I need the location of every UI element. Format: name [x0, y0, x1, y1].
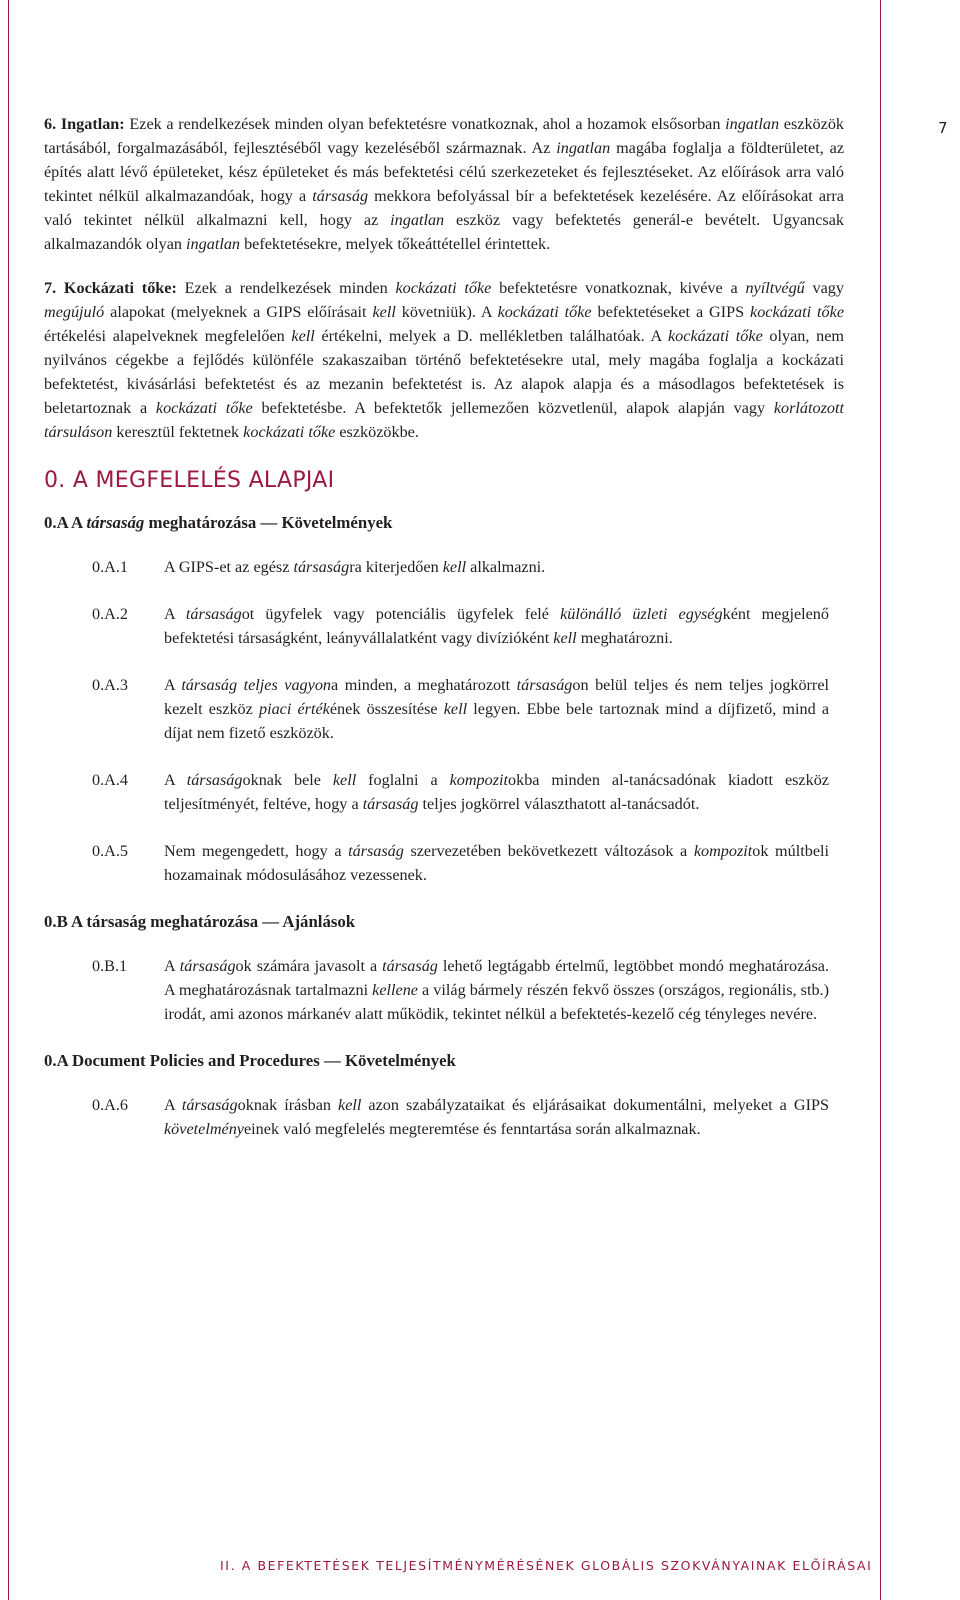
requirement-text	[164, 602, 829, 650]
text-run: Nem megengedett, hogy a	[164, 842, 349, 860]
running-footer: II. A BEFEKTETÉSEK TELJESÍTMÉNYMÉRÉSÉNEK GLOBÁLIS SZOKVÁNYAINAK ELŐÍRÁSAI	[220, 1558, 873, 1573]
text-run: alapokat (melyeknek a GIPS előírásait	[104, 303, 373, 321]
requirement-0a6	[44, 1093, 844, 1141]
italic-term: kockázati tőke	[667, 327, 763, 345]
italic-term: nyíltvégű	[745, 279, 805, 297]
page-number: 7	[938, 119, 948, 137]
italic-term: kell	[338, 1096, 362, 1114]
italic-term: különálló üzleti egység	[560, 605, 723, 623]
italic-term: társaság	[186, 771, 243, 789]
subsection-heading-document-policies: 0.A Document Policies and Procedures — Követelmények	[44, 1051, 456, 1070]
text-run: A	[164, 1096, 182, 1114]
text-run: 0.A A	[44, 513, 87, 532]
paragraph-number: 6.	[44, 115, 57, 133]
text-run: mekkora befolyással bír a befektetések kezelésére. Az előírásokat arra való tekintet nélkül alkalmazni kell, hogy az	[44, 187, 844, 229]
italic-term: kockázati tőke	[155, 399, 253, 417]
requirement-0a2	[44, 602, 844, 650]
text-run: Ezek a rendelkezések minden olyan befektetésre vonatkoznak, ahol a hozamok elsősorban	[124, 115, 726, 133]
text-run: A GIPS-et az egész	[164, 558, 294, 576]
text-run: szervezetében bekövetkezett változások a	[403, 842, 694, 860]
text-run: vagy	[804, 279, 844, 297]
text-run: A	[164, 957, 180, 975]
italic-term: ingatlan	[725, 115, 780, 133]
text-run: lehető legtágabb értelmű, legtöbbet mondó meghatározása. A meghatározásnak tartalmazni	[164, 957, 829, 999]
subsection-heading-0b: 0.B A társaság meghatározása — Ajánlások	[44, 912, 356, 931]
italic-term: kockázati tőke	[243, 423, 336, 441]
left-margin-rule	[8, 0, 9, 1600]
italic-term: ingatlan	[556, 139, 611, 157]
text-run: oknak bele	[242, 771, 333, 789]
italic-term: ingatlan	[390, 211, 445, 229]
text-run: eszköz vagy befektetés generál-e bevételt. Ugyancsak alkalmazandók olyan	[44, 211, 844, 253]
text-run: eszközök tartásából, forgalmazásából, fejlesztéséből vagy kezeléséből származnak. Az	[44, 115, 845, 157]
text-run: befektetésre vonatkoznak, kivéve a	[491, 279, 746, 297]
text-run: okba minden al-tanácsadónak kiadott eszköz teljesítményét, feltéve, hogy a	[164, 771, 829, 813]
requirement-0a1	[44, 555, 844, 579]
italic-term: kell	[372, 303, 396, 321]
requirement-text	[164, 768, 829, 816]
text-run: azon szabályzataikat és eljárásaikat dokumentálni, melyeket a GIPS	[361, 1096, 829, 1114]
italic-term: kockázati tőke	[497, 303, 592, 321]
text-run: ra kiterjedően	[349, 558, 443, 576]
italic-term: korlátozott társuláson	[44, 399, 845, 441]
text-run: értékelni, melyek a D. mellékletben találhatóak. A	[314, 327, 668, 345]
italic-term: kellene	[372, 981, 418, 999]
text-run: alkalmazni.	[466, 558, 546, 576]
text-run: ot ügyfelek vagy potenciális ügyfelek felé	[241, 605, 561, 623]
text-run: ok múltbeli hozamainak módosulásához vezessenek.	[164, 842, 829, 884]
term-heading: Ingatlan:	[60, 115, 125, 133]
text-run: A	[164, 771, 187, 789]
italic-term: társaság	[179, 957, 236, 975]
requirement-number: 0.B.1	[92, 957, 128, 975]
italic-term: követelmény	[164, 1120, 244, 1138]
italic-term: társaság teljes vagyon	[181, 676, 332, 694]
italic-term: kockázati tőke	[750, 303, 845, 321]
requirement-text	[164, 673, 829, 745]
text-run: a világ bármely részén fekvő összes (országos, regionális, stb.) irodát, ami azonos márkanév alatt működik, tekintet nélkül a befektetés-kezelő cég tényleges nevére.	[164, 981, 829, 1023]
italic-term: megújuló	[44, 303, 105, 321]
italic-term: kell	[291, 327, 315, 345]
text-run: befektetésbe. A befektetők jellemezően közvetlenül, alapok alapján vagy	[252, 399, 774, 417]
requirement-0a5	[44, 839, 844, 887]
requirement-text	[164, 1093, 829, 1141]
text-run: követniük). A	[395, 303, 498, 321]
text-run: befektetéseket a GIPS	[591, 303, 751, 321]
text-run: eszközökbe.	[335, 423, 419, 441]
paragraph-6-ingatlan	[44, 112, 844, 256]
requirement-number: 0.A.2	[92, 605, 128, 623]
requirement-number: 0.A.4	[92, 771, 128, 789]
paragraph-7-kockazati-toke	[44, 276, 844, 444]
subsection-heading-0a	[44, 511, 844, 535]
text-run: magába foglalja a földterületet, az építés alatt lévő épületeket, kész épületeket és más befektetési célú szerkezeteket és fejlesztéseket. Az előírások arra való tekintet nélkül alkalmazandóak, hogy a	[44, 139, 845, 205]
text-run: on belül teljes és nem teljes jogkörrel kezelt eszköz	[164, 676, 830, 718]
text-run: befektetésekre, melyek tőkeáttétellel érintettek.	[240, 235, 551, 253]
requirement-0a3	[44, 673, 844, 745]
italic-term: kell	[553, 629, 577, 647]
text-run: foglalni a	[356, 771, 450, 789]
text-run: meghatározni.	[576, 629, 673, 647]
italic-term: társaság	[181, 1096, 238, 1114]
italic-term: kell	[332, 771, 357, 789]
term-heading: Kockázati tőke:	[63, 279, 177, 297]
page-content	[44, 112, 844, 1164]
italic-term: kell	[442, 558, 467, 576]
requirement-text	[164, 839, 829, 887]
text-run: ként megjelenő befektetési társaságként, leányvállalatként vagy divízióként	[164, 605, 829, 647]
text-run: oknak írásban	[237, 1096, 339, 1114]
paragraph-number: 7.	[44, 279, 57, 297]
requirement-0a4	[44, 768, 844, 816]
italic-term: társaság	[86, 513, 145, 532]
text-run: meghatározása — Követelmények	[144, 513, 393, 532]
italic-term: társaság	[362, 795, 419, 813]
right-margin-rule	[880, 0, 881, 1600]
italic-term: piaci érték	[258, 700, 330, 718]
requirement-number: 0.A.1	[92, 558, 128, 576]
italic-term: társaság	[293, 558, 350, 576]
italic-term: kompozit	[693, 842, 753, 860]
requirement-number: 0.A.3	[92, 676, 128, 694]
text-run: einek való megfelelés megteremtése és fenntartása során alkalmaznak.	[243, 1120, 701, 1138]
italic-term: társaság	[312, 187, 369, 205]
recommendation-0b1	[44, 954, 844, 1026]
italic-term: társaság	[516, 676, 573, 694]
text-run: ok számára javasolt a	[235, 957, 383, 975]
text-run: olyan, nem nyilvános cégekbe a fejlődés különféle szakaszaiban történő befektetésekre utal, mely magába foglalja a kockázati befektetést, kivásárlási befektetést és az mezanin befektetést is. Az alapok alapja és a másodlagos befektetések is beletartoznak a	[44, 327, 844, 417]
text-run: ének összesítése	[329, 700, 444, 718]
italic-term: társaság	[348, 842, 404, 860]
text-run: legyen. Ebbe bele tartoznak mind a díjfizető, mind a díjat nem fizető eszközök.	[164, 700, 830, 742]
italic-term: kockázati tőke	[395, 279, 492, 297]
italic-term: ingatlan	[186, 235, 241, 253]
requirement-number: 0.A.5	[92, 842, 128, 860]
italic-term: kell	[443, 700, 468, 718]
requirement-text	[164, 555, 829, 579]
italic-term: társaság	[185, 605, 242, 623]
text-run: a minden, a meghatározott	[331, 676, 517, 694]
text-run: értékelési alapelveknek megfelelően	[44, 327, 292, 345]
requirement-text	[164, 954, 829, 1026]
text-run: keresztül fektetnek	[112, 423, 244, 441]
requirement-number: 0.A.6	[92, 1096, 128, 1114]
italic-term: társaság	[382, 957, 438, 975]
text-run: teljes jogkörrel választhatott al-tanácsadót.	[418, 795, 700, 813]
italic-term: kompozit	[449, 771, 509, 789]
section-title: 0. A MEGFELELÉS ALAPJAI	[44, 468, 335, 493]
text-run: Ezek a rendelkezések minden	[176, 279, 396, 297]
text-run: A	[164, 605, 186, 623]
text-run: A	[164, 676, 182, 694]
